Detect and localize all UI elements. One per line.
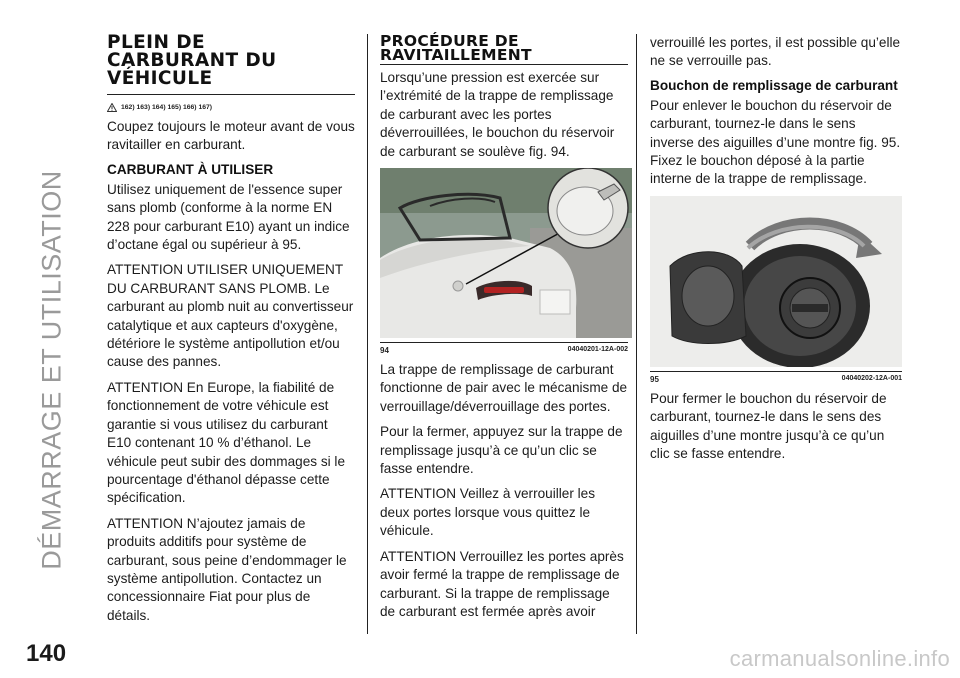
figure-94-image [380, 168, 632, 338]
column-1 [107, 34, 355, 632]
title-line: RAVITAILLEMENT [380, 46, 532, 64]
title-line: VÉHICULE [107, 68, 213, 89]
column-3 [650, 34, 902, 470]
paragraph: ATTENTION N’ajoutez jamais de produits additifs pour système de carburant, sous peine d’endommager le système antipollution. Contactez un concessionnaire Fiat pour plus de détails. [107, 515, 347, 623]
watermark: carmanualsonline.info [729, 646, 950, 671]
paragraph: ATTENTION En Europe, la fiabilité de fonctionnement de votre véhicule est garantie si vous utilisez du carburant E10 contenant 10 % d’éthanol. Le véhicule peut subir des dommages si le pourcentage d'éthanol dépasse cette spécification. [107, 379, 346, 506]
column-2 [380, 34, 628, 628]
column-divider [636, 34, 637, 634]
paragraph: ATTENTION Verrouillez les portes après avoir fermé la trappe de remplissage de carburant. Si la trappe de remplissage de carburant est fermée après avoir [380, 548, 624, 619]
section-title [107, 34, 355, 95]
section-title [380, 34, 628, 65]
warning-ref-list: 162) 163) 164) 165) 166) 167) [121, 104, 213, 111]
paragraph: ATTENTION UTILISER UNIQUEMENT DU CARBURANT SANS PLOMB. Le carburant au plomb nuit au convertisseur catalytique et aux capteurs d'oxygène, détériore le système antipollution et/ou cause des pannes. [107, 262, 354, 370]
title-line: CARBURANT DU [107, 50, 277, 71]
figure-number: 94 [380, 346, 389, 356]
title-line: PROCÉDURE DE [380, 32, 519, 50]
paragraph: Pour enlever le bouchon du réservoir de carburant, tournez-le dans le sens inverse des aiguilles d’une montre fig. 95. Fixez le bouchon déposé à la partie interne de la trappe de remplissage. [650, 97, 901, 187]
title-line: PLEIN DE [107, 32, 205, 53]
sub-heading: Bouchon de remplissage de carburant [650, 77, 898, 93]
figure-caption [650, 371, 902, 384]
paragraph: La trappe de remplissage de carburant fonctionne de pair avec le mécanisme de verrouillage/déverrouillage des portes. [380, 362, 628, 414]
paragraph: ATTENTION Veillez à verrouiller les deux portes lorsque vous quittez le véhicule. [380, 486, 596, 539]
paragraph: Lorsqu’une pression est exercée sur l’extrémité de la trappe de remplissage de carburant avec les portes déverrouillées, le bouchon du réservoir de carburant se soulève fig. 94. [380, 70, 615, 159]
figure-95 [650, 196, 902, 384]
figure-caption [380, 342, 628, 355]
fuel-cap-illustration [650, 196, 902, 367]
sub-heading: CARBURANT À UTILISER [107, 161, 274, 177]
car-rear-illustration [380, 168, 632, 338]
paragraph: verrouillé les portes, il est possible qu’elle ne se verrouille pas. [650, 35, 901, 69]
page-number: 140 [26, 640, 67, 667]
chapter-side-title: DÉMARRAGE ET UTILISATION [36, 170, 67, 570]
figure-number: 95 [650, 374, 659, 384]
warning-references [107, 103, 355, 112]
paragraph: Pour la fermer, appuyez sur la trappe de remplissage jusqu’à ce qu’un clic se fasse entendre. [380, 424, 623, 477]
figure-94 [380, 168, 628, 355]
paragraph: Pour fermer le bouchon du réservoir de carburant, tournez-le dans le sens des aiguilles d’une montre jusqu’à ce qu’un clic se fasse entendre. [650, 390, 887, 462]
figure-code: 04040202-12A-001 [841, 374, 902, 382]
figure-code: 04040201-12A-002 [567, 346, 628, 354]
column-divider [367, 34, 368, 634]
paragraph: Coupez toujours le moteur avant de vous ravitailler en carburant. [107, 119, 355, 153]
paragraph: Utilisez uniquement de l'essence super sans plomb (conforme à la norme EN 228 pour carburant E10) ayant un indice d’octane égal ou supérieur à 95. [107, 181, 350, 253]
warning-triangle-icon [107, 103, 117, 112]
figure-95-image [650, 196, 902, 367]
